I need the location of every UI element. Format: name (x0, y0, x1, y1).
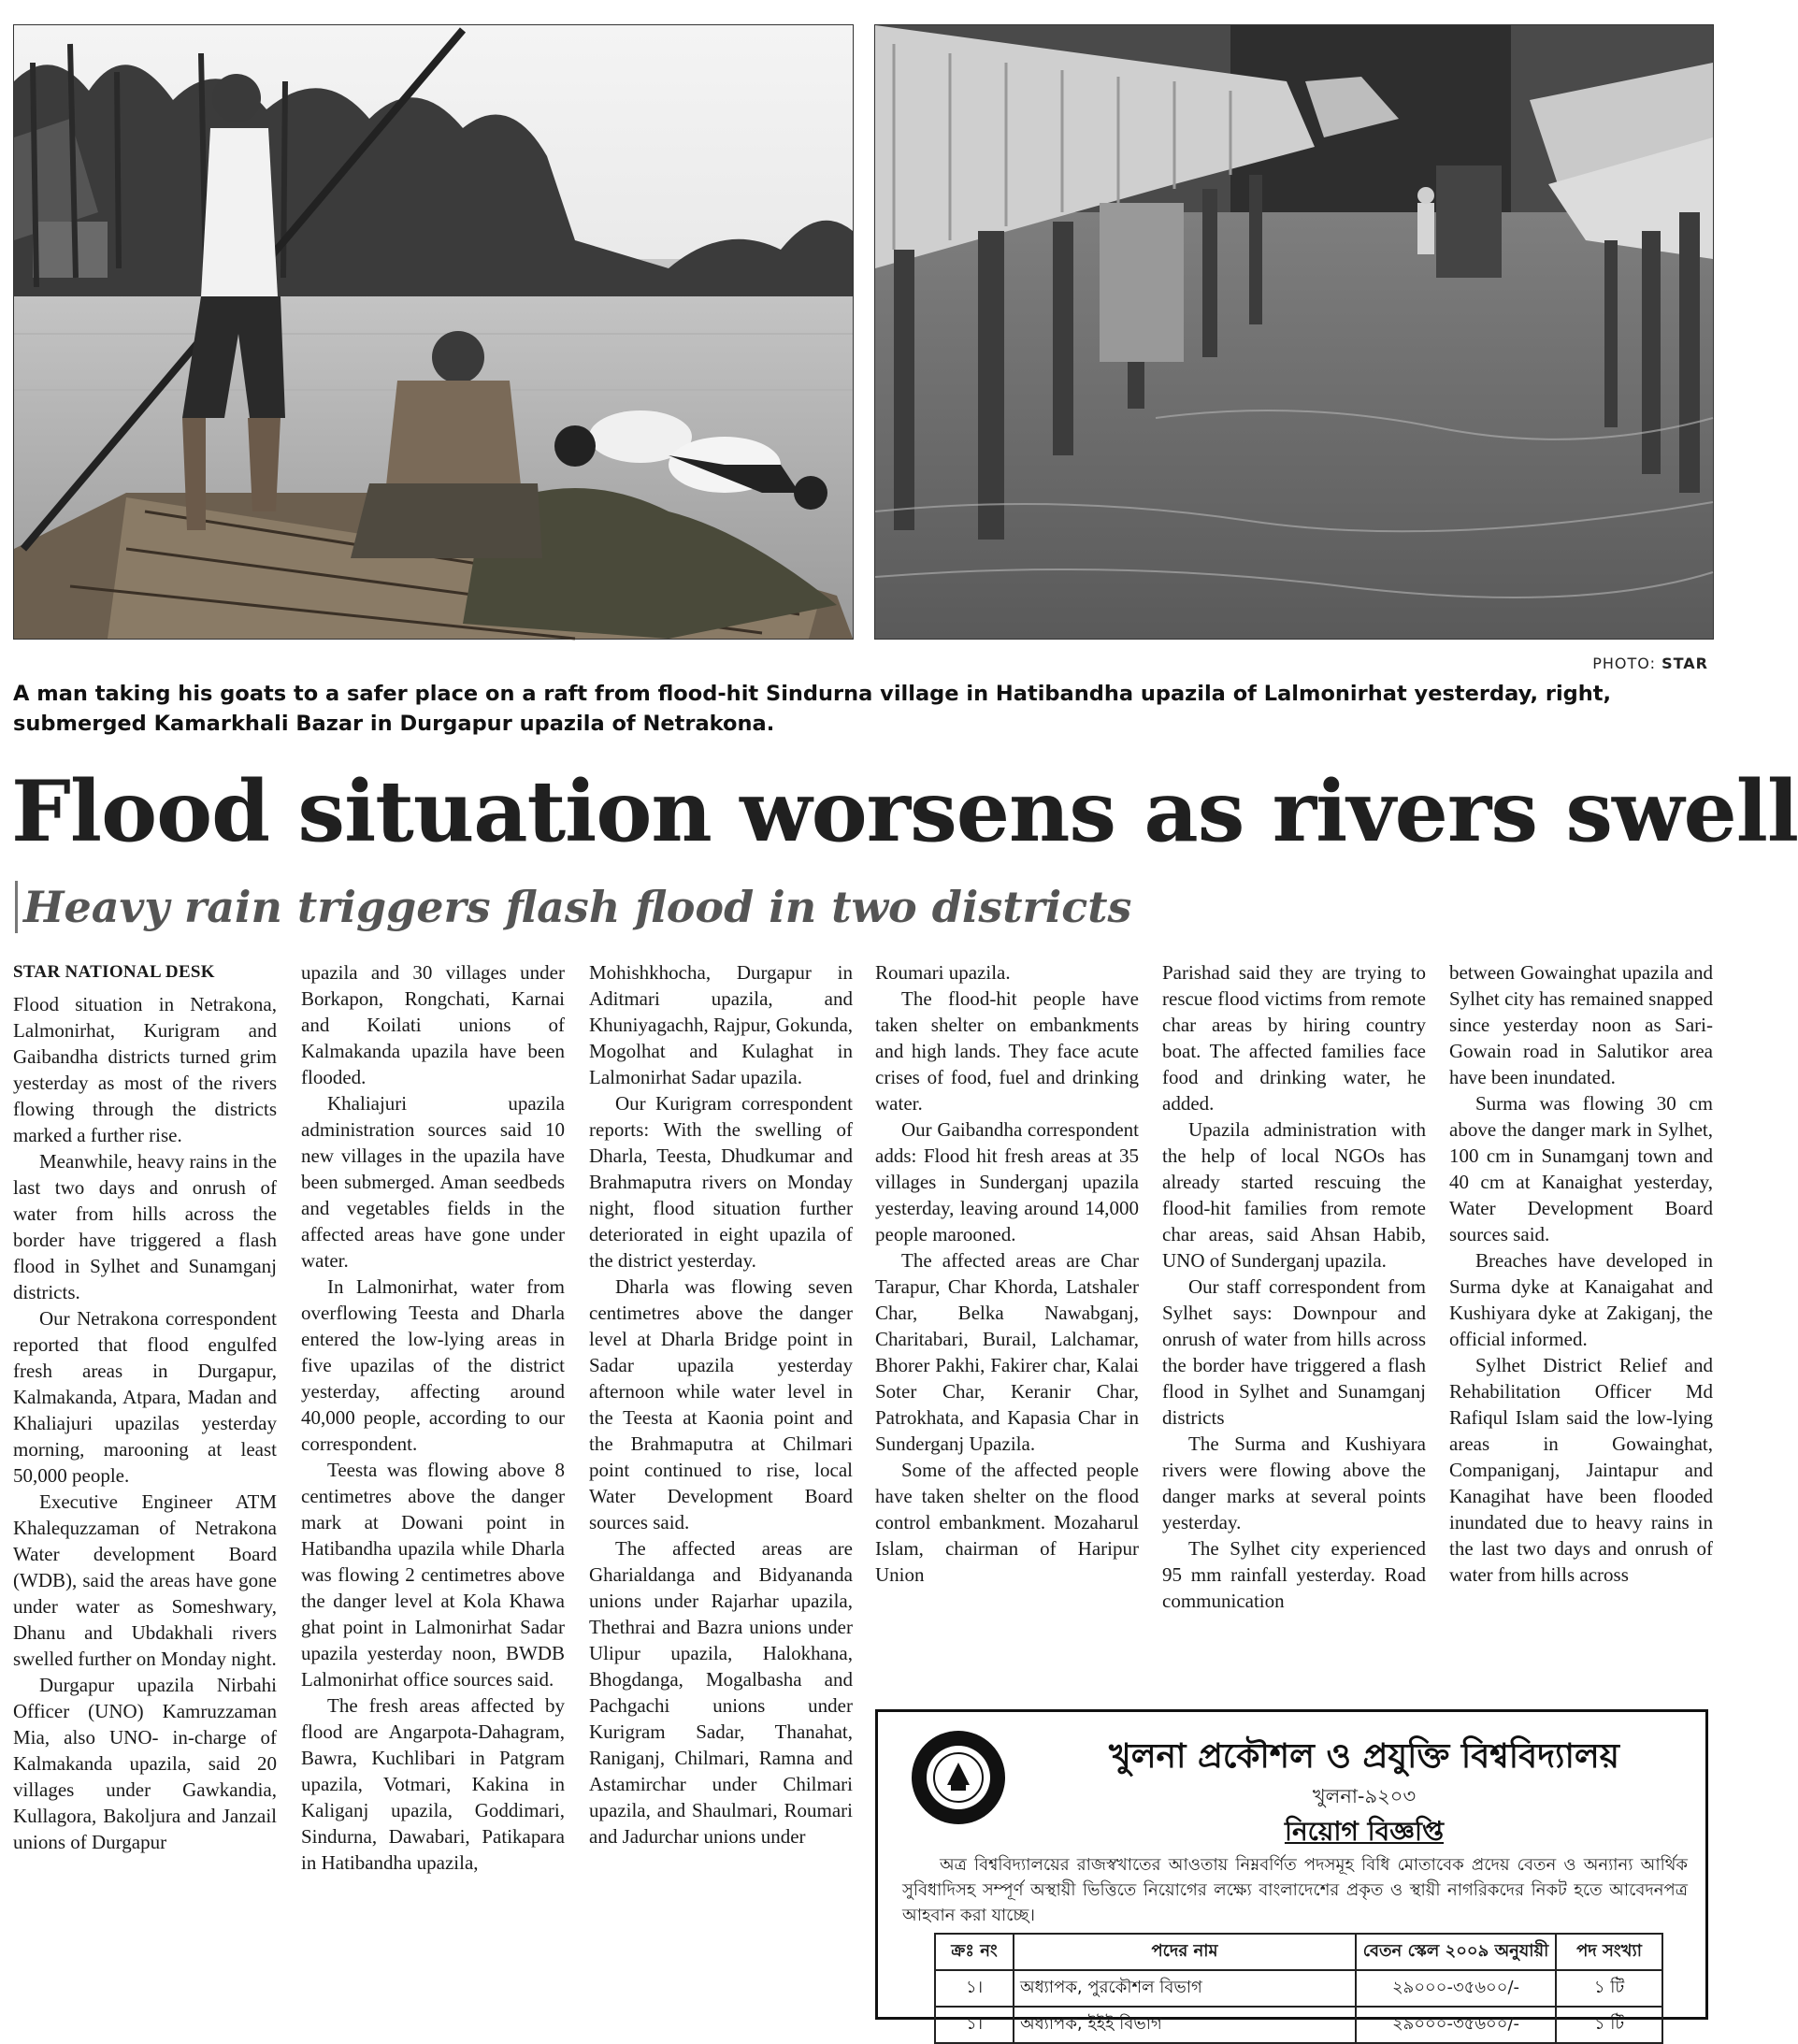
article-column-6 (1449, 959, 1713, 1670)
article-paragraph: The Sylhet city experienced 95 mm rainfall yesterday. Road communication (1162, 1537, 1426, 1612)
subheadline: Heavy rain triggers flash flood in two districts (15, 881, 1145, 933)
table-cell: ২৯০০০-৩৫৬০০/- (1356, 2007, 1556, 2043)
table-header: পদের নাম (1014, 1934, 1356, 1970)
positions-table (934, 1933, 1663, 2044)
table-header-row (935, 1934, 1662, 1970)
photo-credit-source: STAR (1661, 655, 1708, 672)
article-paragraph: The fresh areas affected by flood are Angarpota-Dahagram, Bawra, Kuchlibari in Patgram upazila, Votmari, Kakina in Kaliganj upazila, Goddimari, Sindurna, Dawabari, Patikapara in Hatibandha upazila, (301, 1694, 565, 1874)
table-cell: অধ্যাপক, পুরকৌশল বিভাগ (1014, 1970, 1356, 2007)
notice-title: নিয়োগ বিজ্ঞপ্তি (1284, 1816, 1445, 1847)
table-cell: ১। (935, 1970, 1014, 2007)
photo-credit-label: PHOTO: (1592, 655, 1662, 672)
byline: STAR NATIONAL DESK (13, 962, 215, 982)
article-column-5 (1162, 959, 1426, 1670)
table-row (935, 1970, 1662, 2007)
article-paragraph: Our Gaibandha correspondent adds: Flood hit fresh areas at 35 villages in Sunderganj upazila yesterday, leaving around 14,000 people marooned. (875, 1118, 1139, 1245)
article-paragraph: between Gowainghat upazila and Sylhet city has remained snapped since yesterday noon as Sari-Gowain road in Salutikor area have been inundated. (1449, 961, 1713, 1088)
university-city: খুলনা-৯২০৩ (1312, 1785, 1417, 1807)
table-cell: অধ্যাপক, ইইই বিভাগ (1014, 2007, 1356, 2043)
article-paragraph: The flood-hit people have taken shelter on embankments and high lands. They face acute crises of food, fuel and drinking water. (875, 987, 1139, 1115)
table-cell: ১ টি (1556, 1970, 1662, 2007)
notice-body: অত্র বিশ্ববিদ্যালয়ের রাজস্বখাতের আওতায় নিম্নবর্ণিত পদসমূহ বিধি মোতাবেক প্রদেয় বেতন ও অন্যান্য আর্থিক সুবিধাদিসহ সম্পূর্ণ অস্থায়ী ভিত্তিতে নিয়োগের লক্ষ্যে বাংলাদেশের প্রকৃত ও স্থায়ী নাগরিকদের নিকট হতে আবেদনপত্র আহবান করা যাচ্ছে। (902, 1855, 1688, 1925)
article-paragraph: Executive Engineer ATM Khalequzzaman of Netrakona Water development Board (WDB), said the areas have gone under water as Someshwary, Dhanu and Ubdakhali rivers swelled further on Monday night. (13, 1490, 277, 1670)
article-paragraph: Mohishkhocha, Durgapur in Aditmari upazila, and Khuniyagachh, Rajpur, Gokunda, Mogolhat and Kulaghat in Lalmonirhat Sadar upazila. (589, 961, 854, 1088)
table-header: পদ সংখ্যা (1556, 1934, 1662, 1970)
article-paragraph: Surma was flowing 30 cm above the danger mark in Sylhet, 100 cm in Sunamganj town and 40 cm at Kanaighat yesterday, Water Development Board sources said. (1449, 1092, 1713, 1245)
article-column-4 (875, 959, 1139, 1670)
headline: Flood situation worsens as rivers swell (11, 762, 1798, 861)
article-paragraph: Flood situation in Netrakona, Lalmonirhat, Kurigram and Gaibandha districts turned grim yesterday as most of the rivers flowing through the districts marked a further rise. (13, 993, 277, 1146)
university-logo-icon (910, 1729, 1007, 1826)
table-cell: ২৯০০০-৩৫৬০০/- (1356, 1970, 1556, 2007)
table-cell: ১ টি (1556, 2007, 1662, 2043)
article-paragraph: Khaliajuri upazila administration sources said 10 new villages in the upazila have been submerged. Aman seedbeds and vegetables fields in the affected areas have gone under water. (301, 1092, 565, 1272)
article-paragraph: Roumari upazila. (875, 961, 1011, 984)
article-paragraph: Some of the affected people have taken shelter on the flood control embankment. Mozaharul Islam, chairman of Haripur Union (875, 1459, 1139, 1586)
table-header: বেতন স্কেল ২০০৯ অনুযায়ী (1356, 1934, 1556, 1970)
article-paragraph: Our staff correspondent from Sylhet says: Downpour and onrush of water from hills across the border have triggered a flash flood in Sylhet and Sunamganj districts (1162, 1275, 1426, 1429)
article-paragraph: Durgapur upazila Nirbahi Officer (UNO) Kamruzzaman Mia, also UNO- in-charge of Kalmakanda upazila, said 20 villages under Gawkandia, Kullagora, Bakoljura and Janzail unions of Durgapur (13, 1674, 277, 1853)
table-row (935, 2007, 1662, 2043)
article-paragraph: Our Netrakona correspondent reported that flood engulfed fresh areas in Durgapur, Kalmakanda, Atpara, Madan and Khaliajuri upazilas yesterday morning, marooning at least 50,000 people. (13, 1307, 277, 1487)
article-paragraph: Teesta was flowing above 8 centimetres above the danger mark at Dowani point in Hatibandha upazila while Dharla was flowing 2 centimetres above the danger level at Kola Khawa ghat point in Lalmonirhat Sadar upazila yesterday noon, BWDB Lalmonirhat office sources said. (301, 1459, 565, 1691)
article-paragraph: Parishad said they are trying to rescue flood victims from remote char areas by hiring country boat. The affected families face food and drinking water, he added. (1162, 961, 1426, 1115)
table-cell: ১। (935, 2007, 1014, 2043)
recruitment-advertisement (875, 1709, 1708, 2034)
article-paragraph: Breaches have developed in Surma dyke at Kanaigahat and Kushiyara dyke at Zakiganj, the official informed. (1449, 1249, 1713, 1350)
article-column-2 (301, 959, 565, 2020)
photo-raft-goats (13, 24, 854, 640)
photo-credit (1592, 655, 1708, 672)
article-paragraph: In Lalmonirhat, water from overflowing Teesta and Dharla entered the low-lying areas in five upazilas of the district yesterday, affecting around 40,000 people, according to our correspondent. (301, 1275, 565, 1455)
photo-submerged-bazar (874, 24, 1714, 640)
article-paragraph: Sylhet District Relief and Rehabilitation Officer Md Rafiqul Islam said the low-lying areas in Gowainghat, Companiganj, Jaintapur and Kanagihat have been flooded inundated due to heavy rains in the last two days and onrush of water from hills across (1449, 1354, 1713, 1586)
article-paragraph: Our Kurigram correspondent reports: With the swelling of Dharla, Teesta, Dhudkumar and Brahmaputra rivers on Monday night, flood situation further deteriorated in eight upazila of the district yesterday. (589, 1092, 853, 1272)
article-paragraph: upazila and 30 villages under Borkapon, Rongchati, Karnai and Koilati unions of Kalmakanda upazila have been flooded. (301, 961, 565, 1088)
article-column-1 (13, 959, 277, 2020)
table-header: ক্রঃ নং (935, 1934, 1014, 1970)
article-paragraph: Dharla was flowing seven centimetres above the danger level at Dharla Bridge point in Sadar upazila yesterday afternoon while water level in the Teesta at Kaonia point and the Brahmaputra at Chilmari point continued to rise, local Water Development Board sources said. (589, 1275, 853, 1533)
article-paragraph: Meanwhile, heavy rains in the last two days and onrush of water from hills across the border have triggered a flash flood in Sylhet and Sunamganj districts. (13, 1150, 277, 1303)
university-name: খুলনা প্রকৌশল ও প্রযুক্তি বিশ্ববিদ্যালয় (1109, 1737, 1619, 1776)
article-paragraph: Upazila administration with the help of local NGOs has already started rescuing the flood-hit families from remote char areas, said Ahsan Habib, UNO of Sunderganj upazila. (1162, 1118, 1426, 1272)
article-paragraph: The affected areas are Char Tarapur, Char Khorda, Latshaler Char, Belka Nawabganj, Charitabari, Burail, Lalchamar, Bhorer Pakhi, Fakirer char, Kalai Soter Char, Keranir Char, Patrokhata, and Kapasia Char in Sunderganj Upazila. (875, 1249, 1139, 1455)
article-paragraph: The Surma and Kushiyara rivers were flowing above the danger marks at several points yesterday. (1162, 1432, 1426, 1533)
article-column-3 (589, 959, 853, 2020)
photo-caption: A man taking his goats to a safer place on a raft from flood-hit Sindurna village in Hatibandha upazila of Lalmonirhat yesterday, right, submerged Kamarkhali Bazar in Durgapur upazila of Netrakona. (13, 682, 1612, 736)
article-paragraph: The affected areas are Gharialdanga and Bidyananda unions under Rajarhar upazila, Thethrai and Bazra unions under Ulipur upazila, Halokhana, Bhogdanga, Mogalbasha and Pachgachi unions under Kurigram Sadar, Thanahat, Raniganj, Chilmari, Ramna and Astamirchar under Chilmari upazila, and Shaulmari, Roumari and Jadurchar unions under (589, 1537, 853, 1848)
